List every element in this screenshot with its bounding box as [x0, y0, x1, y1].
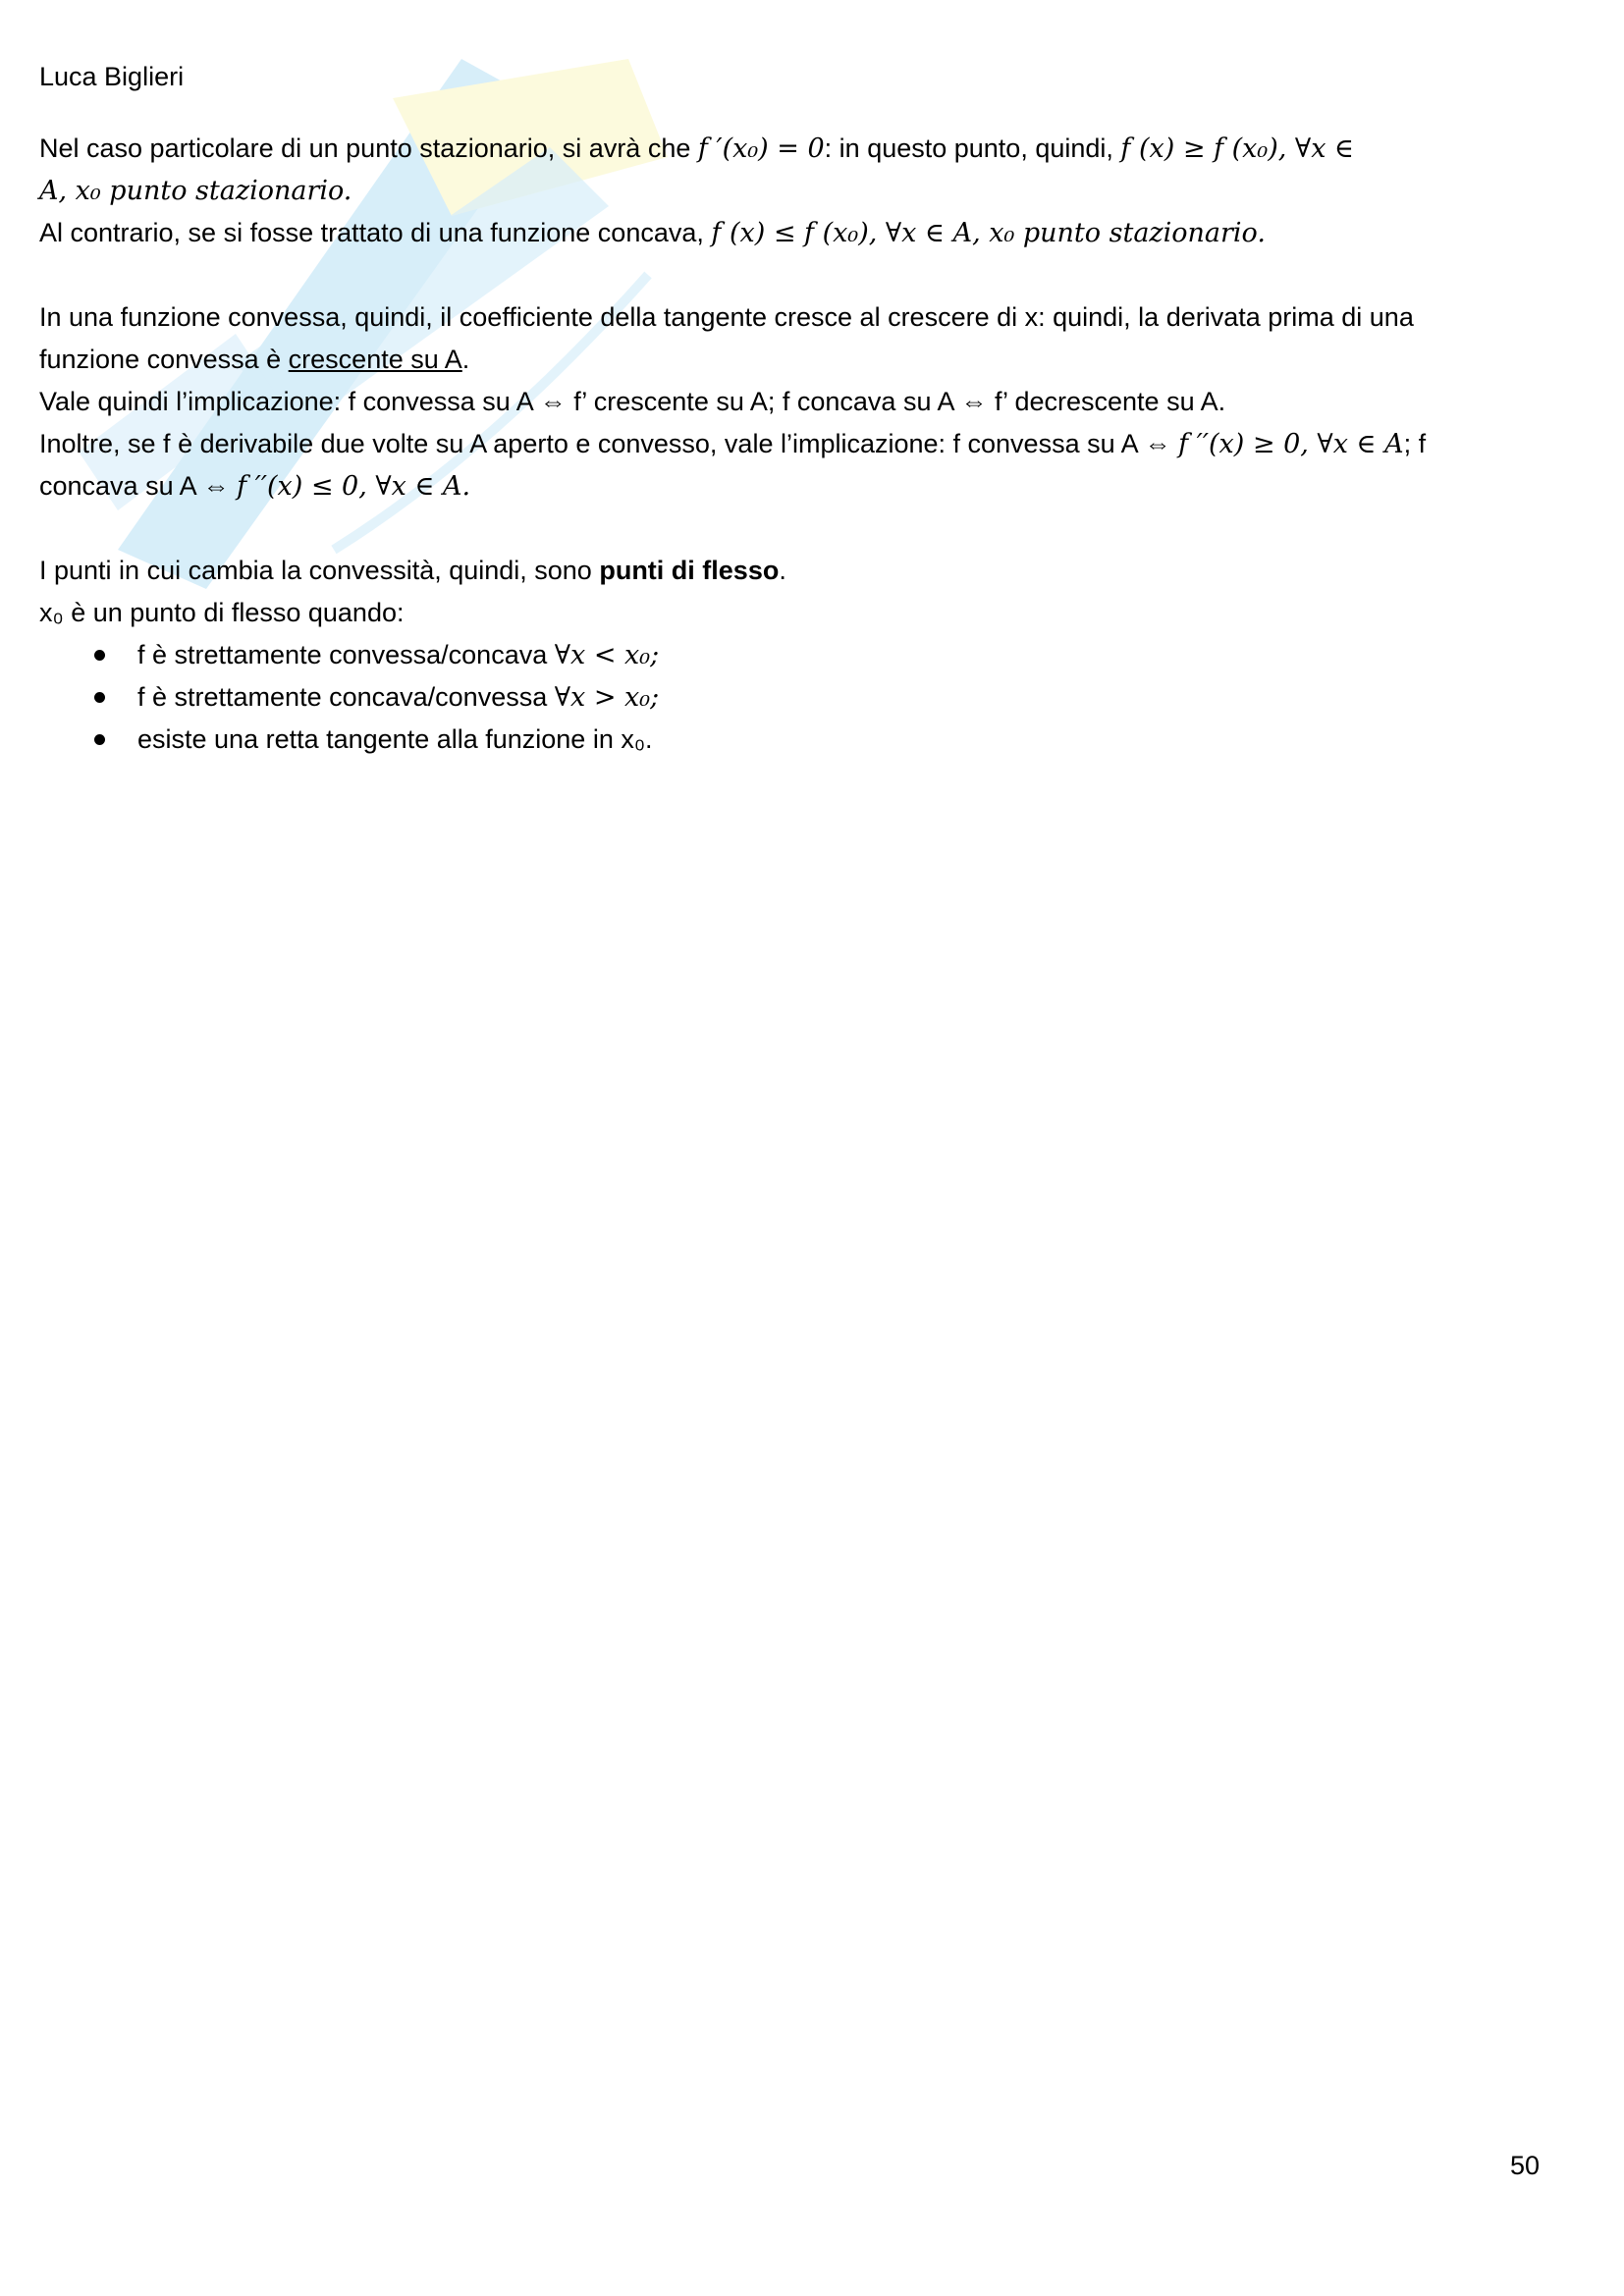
- paragraph-stationary-point-cont: [39, 170, 1532, 212]
- paragraph-implication-first: Vale quindi l’implicazione: f convessa su A ⇔ f’ crescente su A; f concava su A ⇔ f’ decrescente su A.: [39, 387, 1226, 416]
- paragraph-implication-second-cont: concava su A ⇔ f ′′(x) ≤ 0, ∀x ∈ A.: [39, 471, 471, 502]
- math-second-derivative-positive: f ′′(x) ≥ 0, ∀x ∈ A: [1178, 429, 1404, 459]
- spacer: [39, 254, 1532, 296]
- inflection-conditions-list: [39, 634, 1532, 761]
- paragraph-implication-second: Inoltre, se f è derivabile due volte su A aperto e convesso, vale l’implicazione: f convessa su A ⇔ f ′′(x) ≥ 0, ∀x ∈ A; f: [39, 429, 1427, 459]
- page-number: 50: [1510, 2151, 1541, 2180]
- paragraph-inflection-points: I punti in cui cambia la convessità, quindi, sono punti di flesso.: [39, 556, 786, 585]
- paragraph-convex-tangent: In una funzione convessa, quindi, il coefficiente della tangente cresce al crescere di x: quindi, la derivata prima di una: [39, 302, 1414, 332]
- math-condition: ∀x < x₀;: [554, 640, 660, 670]
- list-item: esiste una retta tangente alla funzione in x₀.: [39, 719, 1532, 761]
- math-condition: ∀x > x₀;: [554, 682, 660, 713]
- list-item: f è strettamente concava/convessa ∀x > x₀;: [39, 676, 1532, 719]
- author-name: Luca Biglieri: [39, 62, 185, 91]
- math-inequality-concave: f (x) ≤ f (x₀), ∀x ∈ A, x₀ punto stazionario.: [711, 218, 1266, 248]
- spacer: [39, 507, 1532, 550]
- paragraph-convex-tangent-cont: funzione convessa è crescente su A.: [39, 345, 470, 374]
- list-item: f è strettamente convessa/concava ∀x < x₀;: [39, 634, 1532, 676]
- underlined-text: crescente su A: [288, 345, 462, 374]
- paragraph-stationary-point: Nel caso particolare di un punto stazionario, si avrà che f ′(x₀) = 0: in questo punto, quindi, f (x) ≥ f (x₀), ∀x ∈: [39, 133, 1355, 164]
- bold-term: punti di flesso: [599, 556, 780, 585]
- math-derivative-zero: f ′(x₀) = 0: [697, 133, 825, 164]
- paragraph-concave: Al contrario, se si fosse trattato di una funzione concava, f (x) ≤ f (x₀), ∀x ∈ A, x₀ punto stazionario.: [39, 218, 1266, 248]
- paragraph-inflection-definition: x₀ è un punto di flesso quando:: [39, 598, 405, 627]
- math-stationary-point: A, x₀ punto stazionario.: [39, 176, 352, 206]
- math-inequality-convex: f (x) ≥ f (x₀), ∀x ∈: [1120, 133, 1355, 164]
- document-body: [39, 128, 1532, 761]
- math-second-derivative-negative: f ′′(x) ≤ 0, ∀x ∈ A.: [237, 471, 471, 502]
